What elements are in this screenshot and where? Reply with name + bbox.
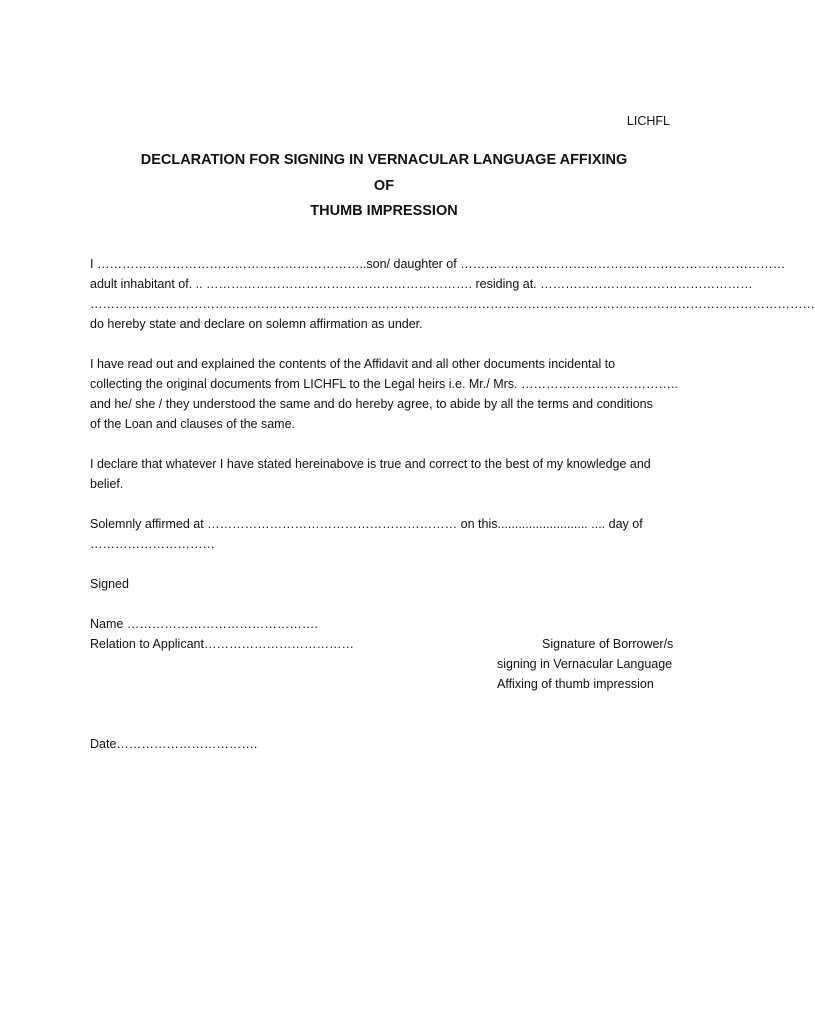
signed-label: Signed [90, 577, 129, 591]
intro-line-2: adult inhabitant of. .. ………………………………………………………. residing at. …………………………………………… [90, 277, 753, 291]
org-label: LICHFL [626, 114, 670, 128]
signature-line-1: Signature of Borrower/s [542, 637, 674, 651]
contents-paragraph [90, 354, 678, 434]
para2-line-2: belief. [90, 477, 124, 491]
declaration-paragraph [90, 454, 678, 494]
relation-field-label: Relation to Applicant……………………………… [90, 637, 354, 651]
affirmation-paragraph [90, 514, 678, 554]
para2-line-1: I declare that whatever I have stated hereinabove is true and correct to the best of my knowledge and [90, 457, 651, 471]
name-field-label: Name ………………………………………. [90, 617, 318, 631]
affirmed-line-2: ………………………… [90, 537, 215, 551]
title-line-3: THUMB IMPRESSION [310, 203, 458, 219]
para1-line-2: collecting the original documents from LICHFL to the Legal heirs i.e. Mr./ Mrs. ……………………………….. [90, 377, 678, 391]
date-field-label: Date……………………………. [90, 737, 258, 751]
intro-line-4: do hereby state and declare on solemn affirmation as under. [90, 317, 423, 331]
title-line-1: DECLARATION FOR SIGNING IN VERNACULAR LANGUAGE AFFIXING [140, 152, 628, 168]
para1-line-1: I have read out and explained the contents of the Affidavit and all other documents incidental to [90, 357, 616, 371]
title-line-2: OF [373, 177, 395, 194]
intro-line-1: I ………………………………………………………..son/ daughter of …………………………………………………………………… [90, 257, 786, 271]
intro-line-3: ………………………………………………………………………………………………………………………………………………………… [90, 297, 815, 311]
document-title [0, 148, 768, 225]
intro-paragraph [90, 254, 815, 334]
affirmed-line-1: Solemnly affirmed at …………………………………………………… on this.......................... .... day of [90, 517, 643, 531]
relation-signature-row [90, 634, 678, 654]
signature-line-3: Affixing of thumb impression [497, 677, 654, 691]
para1-line-3: and he/ she / they understood the same and do hereby agree, to abide by all the terms and conditions [90, 397, 653, 411]
para1-line-4: of the Loan and clauses of the same. [90, 417, 295, 431]
signature-line-2: signing in Vernacular Language [497, 657, 673, 671]
document-body [90, 254, 815, 754]
